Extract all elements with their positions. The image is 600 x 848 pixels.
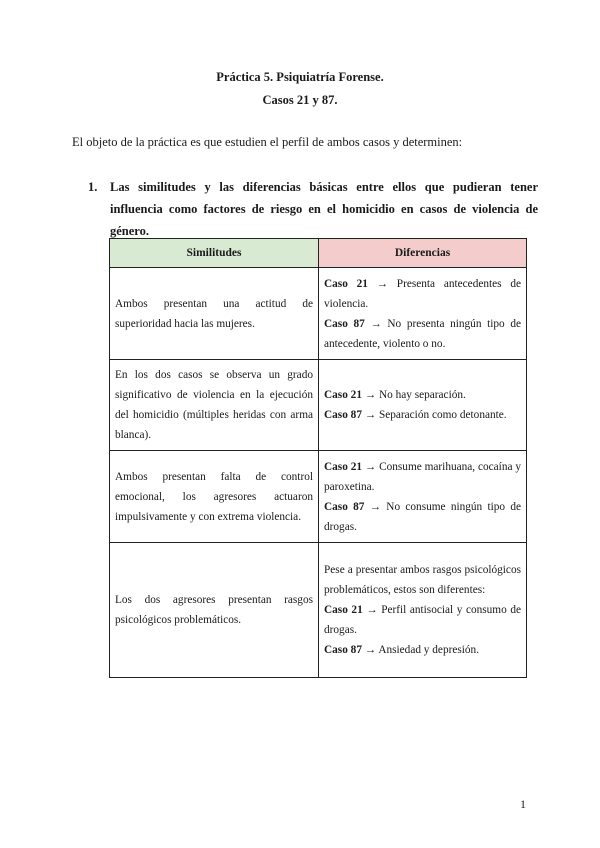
caso-label: Caso 21 [324, 460, 363, 473]
question-text: Las similitudes y las diferencias básicas entre ellos que pudieran tener influencia como factores de riesgo en el homicidio en casos de violencia de género. [110, 180, 538, 238]
similitud-cell [110, 451, 319, 543]
arrow-icon: → [376, 277, 389, 290]
page-number: 1 [520, 797, 526, 811]
arrow-icon: → [364, 389, 377, 401]
diferencias-cell [319, 268, 527, 360]
caso-label: Caso 87 [324, 500, 365, 513]
diferencias-cell [319, 360, 527, 451]
diferencia-text: Ansiedad y depresión. [378, 644, 480, 656]
diferencia-text: Presenta antecedentes de violencia. [324, 277, 521, 310]
diferencia-line [324, 600, 521, 640]
page-title: Práctica 5. Psiquiatría Forense. [216, 70, 384, 84]
diferencia-line [324, 405, 521, 425]
diferencia-line [324, 497, 521, 537]
diferencias-cell [319, 543, 527, 678]
arrow-icon: → [364, 460, 377, 473]
table-header-row [110, 239, 527, 268]
table-row [110, 360, 527, 451]
caso-label: Caso 87 [324, 409, 362, 421]
diferencia-line [324, 314, 521, 354]
similitud-cell [110, 543, 319, 678]
diferencia-text: No presenta ningún tipo de antecedente, violento o no. [324, 317, 521, 350]
similitud-text: Ambos presentan una actitud de superioridad hacia las mujeres. [115, 297, 313, 330]
question-number: 1. [88, 180, 98, 194]
table-row [110, 543, 527, 678]
similitud-text: En los dos casos se observa un grado significativo de violencia en la ejecución del homicidio (múltiples heridas con arma blanca). [115, 369, 313, 441]
table-row [110, 451, 527, 543]
similitud-text: Ambos presentan falta de control emocional, los agresores actuaron impulsivamente y con extrema violencia. [115, 470, 313, 523]
arrow-icon: → [370, 317, 382, 330]
caso-label: Caso 87 [324, 644, 362, 656]
comparison-table [109, 238, 527, 678]
diferencia-text: No consume ningún tipo de drogas. [324, 500, 521, 533]
table-row [110, 268, 527, 360]
diferencia-text: Perfil antisocial y consumo de drogas. [324, 604, 521, 636]
diferencia-line [324, 640, 521, 660]
diferencias-cell [319, 451, 527, 543]
caso-label: Caso 87 [324, 317, 365, 330]
caso-label: Caso 21 [324, 604, 363, 616]
similitud-text: Los dos agresores presentan rasgos psicológicos problemáticos. [115, 594, 313, 626]
caso-label: Caso 21 [324, 389, 362, 401]
diferencia-text: Consume marihuana, cocaína y paroxetina. [324, 460, 522, 493]
arrow-icon: → [366, 604, 378, 616]
similitud-cell [110, 360, 319, 451]
diferencia-text: Separación como detonante. [378, 409, 507, 421]
arrow-icon: → [369, 500, 382, 513]
header-similitudes: Similitudes [110, 239, 319, 268]
diferencia-line [324, 385, 521, 405]
header-diferencias: Diferencias [319, 239, 527, 268]
diferencia-intro: Pese a presentar ambos rasgos psicológicos problemáticos, estos son diferentes: [324, 564, 521, 596]
arrow-icon: → [364, 644, 377, 656]
diferencia-line [324, 274, 521, 314]
similitud-cell [110, 268, 319, 360]
page-subtitle: Casos 21 y 87. [262, 93, 338, 107]
diferencia-line [324, 457, 521, 497]
intro-paragraph: El objeto de la práctica es que estudien el perfil de ambos casos y determinen: [72, 135, 463, 149]
diferencia-text: No hay separación. [378, 389, 466, 401]
caso-label: Caso 21 [324, 277, 368, 290]
arrow-icon: → [364, 409, 377, 421]
question-1 [88, 176, 538, 242]
